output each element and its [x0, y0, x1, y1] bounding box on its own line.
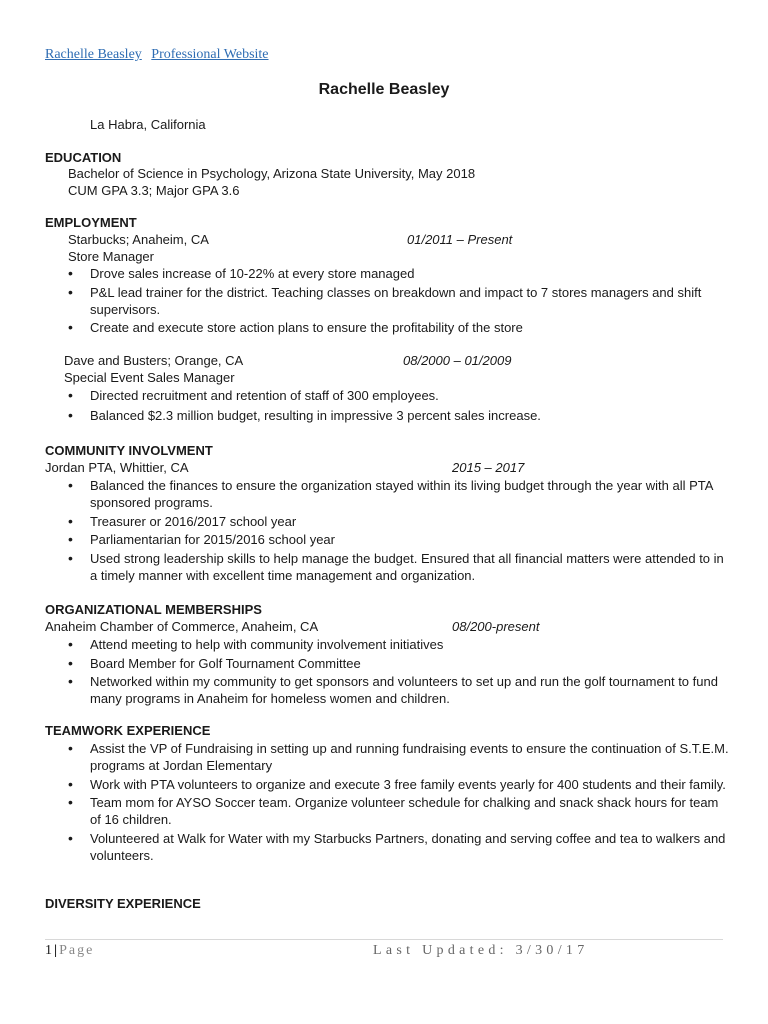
- job-bullets: [66, 265, 726, 338]
- list-item: • Balanced $2.3 million budget, resulting in impressive 3 percent sales increase.: [66, 407, 726, 424]
- teamwork-heading: TEAMWORK EXPERIENCE: [45, 723, 211, 738]
- list-item: • Assist the VP of Fundraising in setting up and running fundraising events to ensure the continuation of S.T.E.M. programs at Jordan Elementary: [66, 740, 731, 774]
- teamwork-bullets: [66, 740, 731, 865]
- memberships-heading: ORGANIZATIONAL MEMBERSHIPS: [45, 602, 262, 617]
- list-item: • Networked within my community to get sponsors and volunteers to set up and run the golf tournament to fund many programs in Anaheim for homeless women and children.: [66, 673, 726, 707]
- page-number: 1: [45, 943, 54, 958]
- list-item: • Drove sales increase of 10-22% at every store managed: [66, 265, 726, 282]
- list-item: • Treasurer or 2016/2017 school year: [66, 513, 731, 530]
- location: La Habra, California: [90, 117, 206, 132]
- education-gpa: CUM GPA 3.3; Major GPA 3.6: [68, 183, 240, 198]
- page-label: Page: [59, 943, 95, 958]
- list-item: • Create and execute store action plans to ensure the profitability of the store: [66, 319, 726, 336]
- resume-name: Rachelle Beasley: [318, 81, 450, 98]
- memberships-dates: 08/200-present: [452, 619, 540, 634]
- list-item: • P&L lead trainer for the district. Teaching classes on breakdown and impact to 7 stores managers and shift supervisors.: [66, 284, 726, 318]
- job-bullets: [66, 387, 726, 426]
- education-degree: Bachelor of Science in Psychology, Arizona State University, May 2018: [68, 166, 476, 181]
- list-item: • Team mom for AYSO Soccer team. Organize volunteer schedule for chalking and snack shack hours for team of 16 children.: [66, 794, 731, 828]
- header-links: [45, 47, 275, 63]
- list-item: • Directed recruitment and retention of staff of 300 employees.: [66, 387, 726, 404]
- list-item: • Volunteered at Walk for Water with my Starbucks Partners, donating and serving coffee and tea to walkers and volunteers.: [66, 830, 731, 864]
- list-item: • Used strong leadership skills to help manage the budget. Ensured that all financial matters were attended to in a timely manner with excellent time management and organization.: [66, 550, 731, 584]
- footer-page-number: [45, 943, 94, 959]
- page-separator: |: [54, 943, 60, 958]
- list-item: • Attend meeting to help with community involvement initiatives: [66, 636, 726, 653]
- memberships-bullets: [66, 636, 726, 709]
- list-item: • Parliamentarian for 2015/2016 school year: [66, 531, 731, 548]
- list-item: • Balanced the finances to ensure the organization stayed within its living budget through the year with all PTA sponsored programs.: [66, 477, 731, 511]
- professional-website-link[interactable]: Professional Website: [151, 47, 269, 62]
- job-title: Store Manager: [68, 249, 154, 264]
- last-updated: Last Updated: 3/30/17: [373, 943, 589, 958]
- education-heading: EDUCATION: [45, 150, 122, 165]
- community-heading: COMMUNITY INVOLVMENT: [45, 443, 213, 458]
- community-dates: 2015 – 2017: [452, 460, 525, 475]
- job-dates: 01/2011 – Present: [407, 232, 513, 247]
- job-title: Special Event Sales Manager: [64, 370, 235, 385]
- memberships-org: Anaheim Chamber of Commerce, Anaheim, CA: [45, 619, 319, 634]
- job-dates: 08/2000 – 01/2009: [403, 353, 512, 368]
- footer-divider: [45, 939, 723, 940]
- list-item: • Board Member for Golf Tournament Committee: [66, 655, 726, 672]
- job-employer: Starbucks; Anaheim, CA: [68, 232, 209, 247]
- name-link[interactable]: Rachelle Beasley: [45, 47, 142, 62]
- diversity-heading: DIVERSITY EXPERIENCE: [45, 896, 201, 911]
- job-employer: Dave and Busters; Orange, CA: [64, 353, 244, 368]
- employment-heading: EMPLOYMENT: [45, 215, 137, 230]
- list-item: • Work with PTA volunteers to organize and execute 3 free family events yearly for 400 students and their family.: [66, 776, 731, 793]
- community-org: Jordan PTA, Whittier, CA: [45, 460, 189, 475]
- community-bullets: [66, 477, 731, 585]
